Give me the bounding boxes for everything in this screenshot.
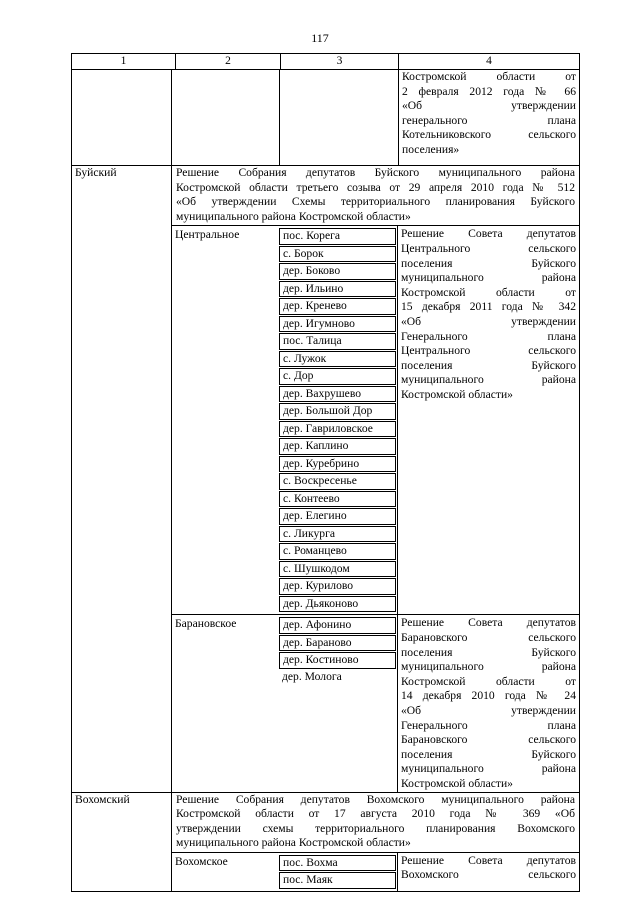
decision-line: Генерального плана [401,329,576,343]
locality-list [279,617,396,684]
decree-line: Решение Собрания депутатов Вохомского муниципального района [176,792,575,806]
decree-line: Костромской области третьего созыва от 29 апреля 2010 года № 512 [176,180,575,194]
locality-item: дер. Молога [282,669,342,683]
district-decree [172,166,579,225]
locality-item: с. Ликурга [279,526,396,543]
settlement-decision [398,615,580,792]
decision-line: Костромской области от [401,674,576,688]
column-number-row [72,54,580,70]
locality-item: дер. Каплино [279,438,396,455]
settlement-name: Барановское [172,615,279,792]
column-number-4: 4 [399,54,580,69]
decree-line: утверждении схемы территориального планирования Вохомского [176,821,575,835]
locality-item: дер. Афонино [279,617,396,634]
column-number-2: 2 [176,54,281,69]
settlement-row [172,852,579,891]
continuation-row [72,70,580,166]
decree-line: Решение Собрания депутатов Буйского муниципального района [176,166,575,179]
decision-line: поселения Буйского [401,645,576,659]
locality-item: с. Борок [279,246,396,263]
locality-item: дер. Курилово [279,578,396,595]
decision-line: Решение Совета депутатов [401,616,576,630]
decision-line: поселения» [402,142,460,156]
locality-item: с. Лужок [279,351,396,368]
locality-item: с. Шушкодом [279,561,396,578]
locality-item: дер. Гавриловское [279,421,396,438]
locality-item: пос. Маяк [279,872,396,889]
decision-line: муниципального района [401,660,576,674]
decision-line: муниципального района [401,373,576,387]
decision-line: Центрального сельского [401,241,576,255]
decision-line: поселения Буйского [401,256,576,270]
decision-line: Барановского сельского [401,630,576,644]
locality-list [279,228,396,612]
decision-line: «Об утверждении [402,99,576,113]
locality-item: с. Дор [279,368,396,385]
locality-item: дер. Боково [279,263,396,280]
decision-line: Котельниковского сельского [402,128,576,142]
locality-item: дер. Кренево [279,298,396,315]
decision-line: 14 декабря 2010 года № 24 [401,689,576,703]
decree-line: муниципального района Костромской области» [176,836,411,850]
continuation-decision [399,70,580,165]
district-row [72,792,580,891]
column-number-3: 3 [336,55,343,67]
settlement-decision [398,852,580,891]
decision-line: Решение Совета депутатов [401,853,576,867]
decree-line: муниципального района Костромской области» [176,209,411,223]
settlement-decision [398,226,580,615]
column-number-1: 1 [72,54,176,69]
locality-item: дер. Костиново [279,652,396,669]
locality-list [279,855,396,889]
district-row [72,166,580,793]
decision-line: Генерального плана [401,718,576,732]
decision-line: Костромской области» [401,776,513,790]
decision-line: Барановского сельского [401,733,576,747]
decision-line: Центрального сельского [401,344,576,358]
district-name: Буйский [72,166,172,793]
settlement-row [172,615,579,792]
locality-item: пос. Вохма [279,855,396,872]
settlement-name: Центральное [172,226,279,615]
decision-line: муниципального района [401,271,576,285]
locality-item: дер. Игумново [279,316,396,333]
decision-line: Вохомского сельского [401,868,576,882]
locality-item: дер. Бараново [279,635,396,652]
decision-line: Костромской области» [401,387,513,401]
locality-item: дер. Большой Дор [279,403,396,420]
decision-line: «Об утверждении [401,703,576,717]
locality-item: пос. Талица [279,333,396,350]
continuation-district-cell [72,70,172,166]
locality-item: пос. Корега [279,228,396,245]
settlement-row [172,226,579,615]
decision-line: «Об утверждении [401,314,576,328]
decree-line: «Об утверждении Схемы территориального планирования Буйского [176,195,575,209]
locality-item: дер. Ильино [279,281,396,298]
locality-item: с. Романцево [279,543,396,560]
decision-line: поселения Буйского [401,358,576,372]
locality-item: с. Воскресенье [279,473,396,490]
locality-item: с. Контеево [279,491,396,508]
decree-line: Костромской области от 17 августа 2010 года № 369 «Об [176,807,575,821]
decision-line: Решение Совета депутатов [401,227,576,241]
settlement-name: Вохомское [172,852,279,891]
decision-line: генерального плана [402,113,576,127]
locality-item: дер. Вахрушево [279,386,396,403]
decision-line: 2 февраля 2012 года № 66 [402,84,576,98]
planning-documents-table [71,53,580,892]
locality-item: дер. Елегино [279,508,396,525]
locality-item: дер. Куребрино [279,456,396,473]
district-name: Вохомский [72,792,172,891]
decision-line: Костромской области от [401,285,576,299]
decision-line: поселения Буйского [401,747,576,761]
decision-line: Костромской области от [402,70,576,83]
locality-item: дер. Дьяконово [279,596,396,613]
district-decree [172,793,579,852]
page-number: 117 [311,31,329,45]
decision-line: муниципального района [401,762,576,776]
decision-line: 15 декабря 2011 года № 342 [401,300,576,314]
